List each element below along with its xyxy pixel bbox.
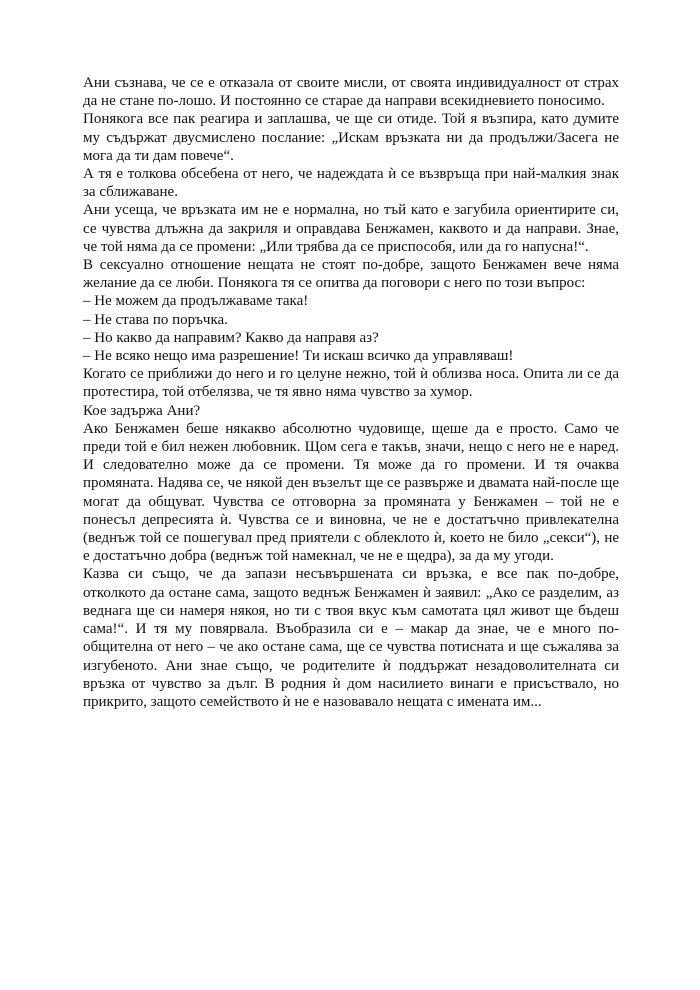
paragraph: Кое задържа Ани? — [83, 402, 201, 419]
paragraph: Понякога все пак реагира и заплашва, че ще си отиде. Той я възпира, като думите му съдържат двусмислено послание: „Искам връзката ни да продължи/Засега не мога да ти дам повече“. — [83, 111, 619, 164]
paragraph: Казва си също, че да запази несъвършената си връзка, е все пак по-добре, отколкото да остане сама, защото веднъж Бенжамен ѝ заявил: „Ако се разделим, аз веднага ще си намеря някоя, но ти с твоя вкус към самотата цял живот ще бъдеш сама!“. И тя му повярвала. Въобразила си е – макар да знае, че е много по-общителна от него – че ако остане сама, ще се чувства потисната и ще съжалява за изгубеното. Ани знае също, че родителите ѝ поддържат незадоволителната си връзка от чувство за дълг. В родния ѝ дом насилието винаги е присъствало, но прикрито, защото семейството ѝ не е назовавало нещата с имената им... — [83, 566, 619, 710]
document-page — [83, 74, 619, 711]
paragraph: Ако Бенжамен беше някакво абсолютно чудовище, щеше да е просто. Само че преди той е бил нежен любовник. Щом сега е такъв, значи, нещо с него не е наред. И следователно може да се промени. Тя може да го промени. И тя очаква промяната. Надява се, че някой ден възелът ще се развърже и двамата най-после ще могат да общуват. Чувства се отговорна за промяната у Бенжамен – той не е понесъл депресията ѝ. Чувства се и виновна, че не е достатъчно привлекателна (веднъж той се пошегувал пред приятели с облеклото ѝ, което не било „секси“), не е достатъчно добра (веднъж той намекнал, че не е щедра), за да му угоди. — [83, 420, 619, 565]
dialogue-line: – Не всяко нещо има разрешение! Ти искаш всичко да управляваш! — [83, 348, 514, 365]
paragraph: Ани съзнава, че се е отказала от своите мисли, от своята индивидуалност от страх да не стане по-лошо. И постоянно се старае да направи всекидневието поносимо. — [83, 75, 619, 110]
paragraph: Когато се приближи до него и го целуне нежно, той ѝ облизва носа. Опита ли се да протестира, той отбелязва, че тя явно няма чувство за хумор. — [83, 366, 619, 401]
dialogue-line: – Не можем да продължаваме така! — [83, 293, 309, 310]
dialogue-line: – Но какво да направим? Какво да направя аз? — [83, 329, 379, 346]
paragraph: В сексуално отношение нещата не стоят по-добре, защото Бенжамен вече няма желание да се люби. Понякога тя се опитва да поговори с него по този въпрос: — [83, 257, 619, 292]
paragraph: Ани усеща, че връзката им не е нормална, но тъй като е загубила ориентирите си, се чувства длъжна да закриля и оправдава Бенжамен, каквото и да направи. Знае, че той няма да се промени: „Или трябва да се приспособя, или да го напусна!“. — [83, 202, 619, 255]
dialogue-line: – Не става по поръчка. — [83, 311, 228, 328]
paragraph: А тя е толкова обсебена от него, че надеждата ѝ се възвръща при най-малкия знак за сближаване. — [83, 166, 619, 201]
